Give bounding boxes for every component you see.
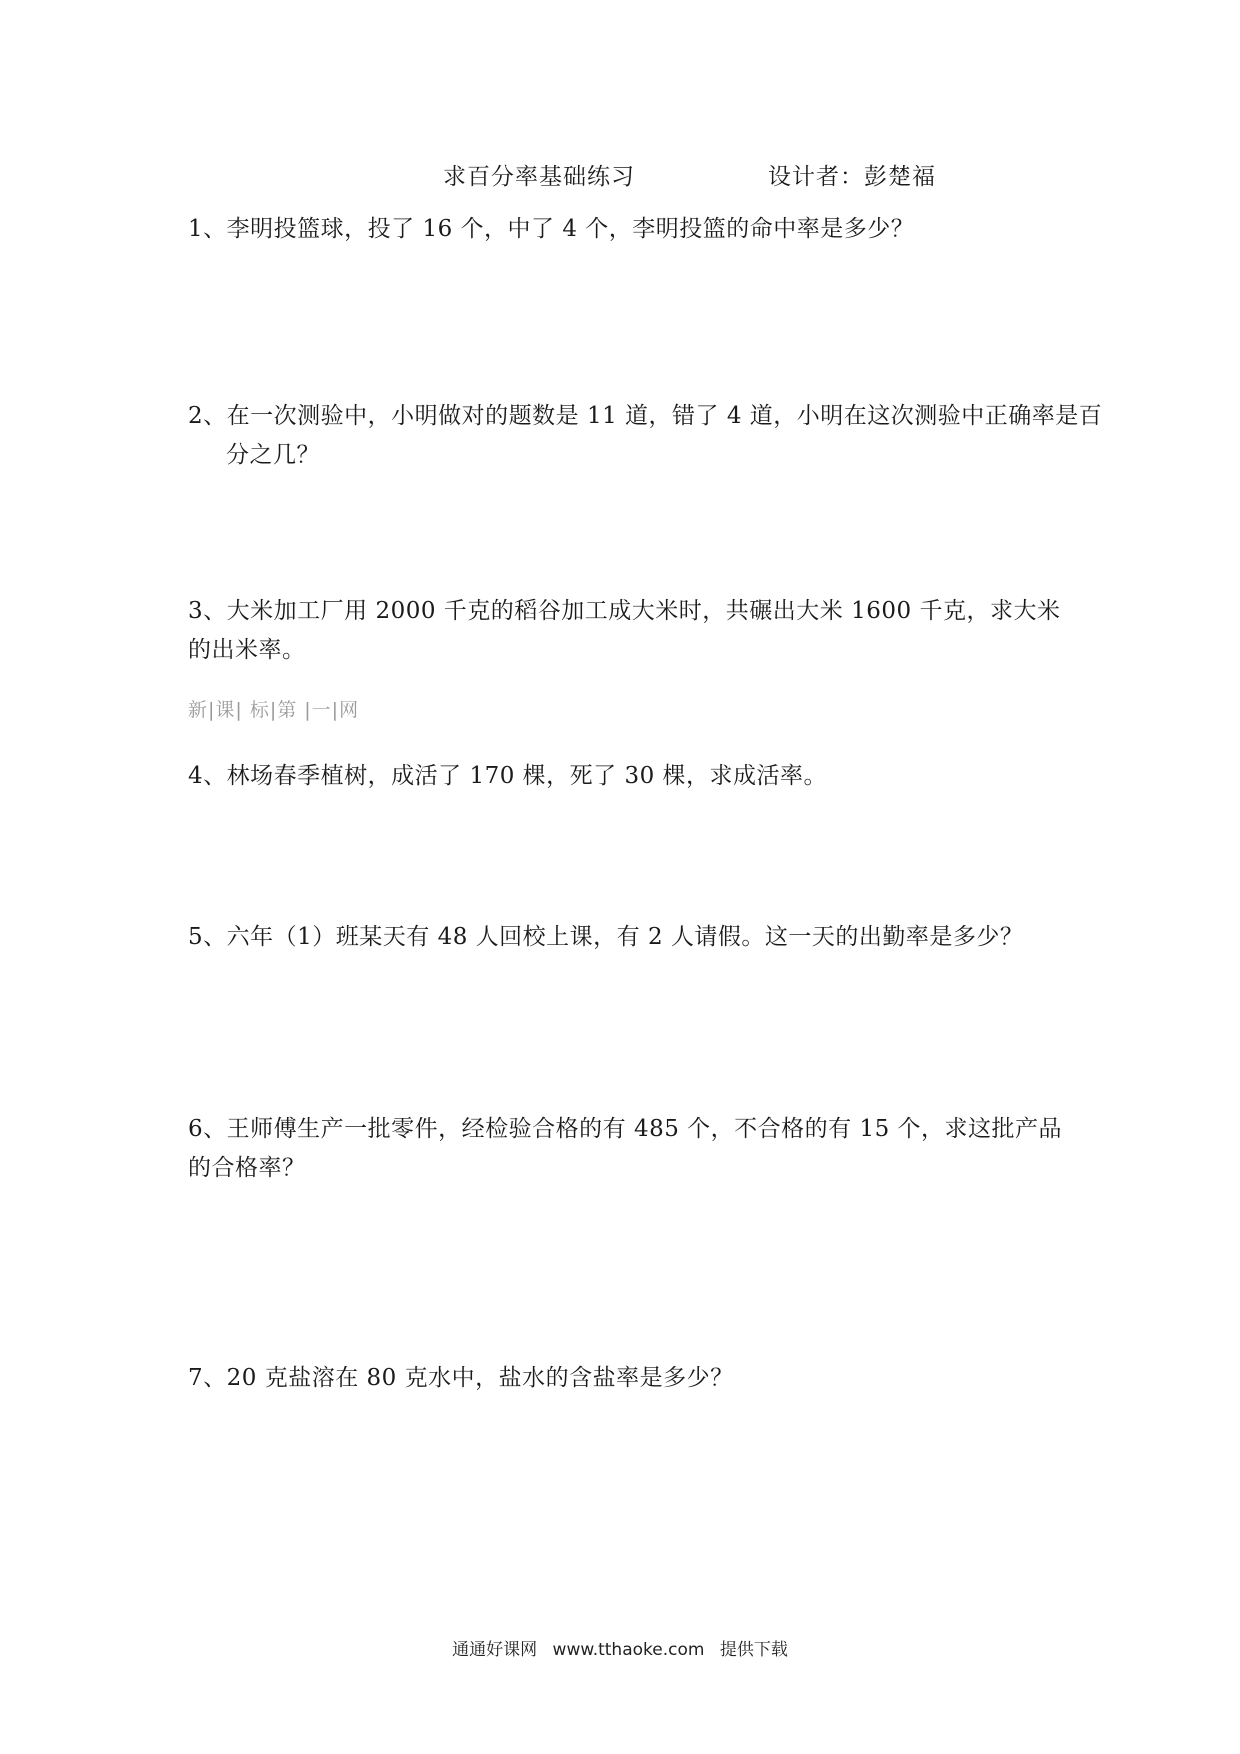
question-number: 7、 bbox=[188, 1365, 227, 1391]
question-7 bbox=[188, 1359, 1068, 1398]
footer-suffix: 提供下载 bbox=[719, 1640, 788, 1660]
question-number: 4、 bbox=[188, 763, 227, 789]
question-text: 李明投篮球，投了 16 个，中了 4 个，李明投篮的命中率是多少？ bbox=[226, 216, 915, 242]
question-text: 20 克盐溶在 80 克水中，盐水的含盐率是多少？ bbox=[226, 1365, 734, 1391]
question-1 bbox=[188, 210, 1068, 249]
watermark-text: 新|课| 标|第 |一|网 bbox=[188, 699, 360, 721]
question-number: 6、 bbox=[188, 1116, 227, 1142]
question-number: 2、 bbox=[188, 403, 227, 429]
question-5 bbox=[188, 918, 1068, 957]
question-number: 1、 bbox=[188, 216, 227, 242]
question-text: 在一次测验中，小明做对的题数是 11 道，错了 4 道，小明在这次测验中正确率是百分之几？ bbox=[226, 403, 1103, 468]
footer-site-name: 通通好课网 bbox=[452, 1640, 538, 1660]
question-text: 林场春季植树，成活了 170 棵，死了 30 棵，求成活率。 bbox=[226, 763, 828, 789]
question-text: 王师傅生产一批零件，经检验合格的有 485 个，不合格的有 15 个，求这批产品的合格率？ bbox=[188, 1116, 1063, 1181]
page-header bbox=[0, 158, 1240, 198]
footer-url[interactable]: www.tthaoke.com bbox=[552, 1640, 705, 1660]
question-4 bbox=[188, 757, 1068, 796]
question-2 bbox=[188, 397, 1106, 475]
question-number: 5、 bbox=[188, 924, 227, 950]
question-3 bbox=[188, 592, 1068, 670]
question-text: 大米加工厂用 2000 千克的稻谷加工成大米时，共碾出大米 1600 千克，求大米的出米率。 bbox=[188, 598, 1061, 663]
question-6 bbox=[188, 1110, 1068, 1188]
question-text: 六年（1）班某天有 48 人回校上课，有 2 人请假。这一天的出勤率是多少？ bbox=[226, 924, 1024, 950]
page-footer bbox=[0, 1635, 1240, 1660]
designer-credit: 设计者：彭楚福 bbox=[768, 164, 936, 190]
page-title: 求百分率基础练习 bbox=[443, 164, 635, 190]
question-number: 3、 bbox=[188, 598, 227, 624]
